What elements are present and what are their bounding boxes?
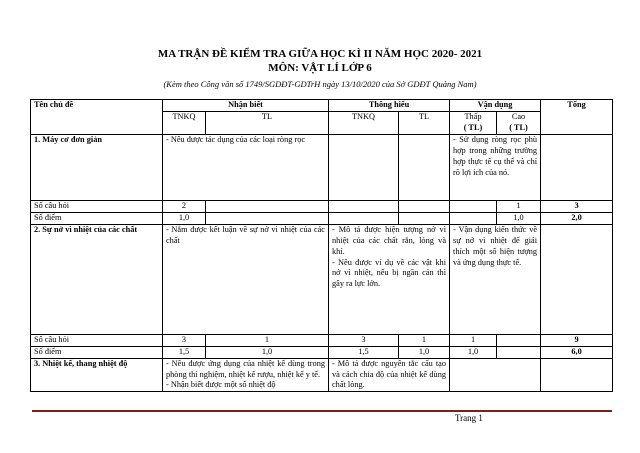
table-row: [31, 134, 613, 200]
nhanbiet-content: - Nắm được kết luận về sự nở vì nhiệt của các chất: [163, 224, 329, 334]
header-tong: Tổng: [541, 100, 613, 135]
row-label: Số câu hỏi: [31, 200, 163, 212]
sub-tl: TL: [206, 111, 329, 134]
page-number: Trang 1: [455, 413, 483, 423]
sub-tnkq: TNKQ: [329, 111, 399, 134]
table-row: Số câu hỏi 2 1 3: [31, 200, 613, 212]
thonghieu-content: - Mô tả được nguyên tắc cấu tạo và cách chia độ của nhiệt kế dùng chất lỏng.: [329, 358, 450, 392]
table-row: Số điểm 1,0 1,0 2,0: [31, 212, 613, 224]
header-topic: Tên chủ đề: [31, 100, 163, 135]
table-row: [31, 358, 613, 392]
topic-name: 1. Máy cơ đơn giản: [31, 134, 163, 200]
topic-name: 3. Nhiệt kế, thang nhiệt độ: [31, 358, 163, 392]
reference-note: (Kèm theo Công văn số 1749/SGDĐT-GDTrH ngày 13/10/2020 của Sở GDĐT Quảng Nam): [163, 79, 477, 89]
matrix-table: [30, 99, 613, 392]
topic-name: 2. Sự nở vì nhiệt của các chất: [31, 224, 163, 334]
row-label: Số điểm: [31, 346, 163, 358]
header-row: [31, 100, 613, 112]
sub-tl: TL: [399, 111, 450, 134]
page-title: MA TRẬN ĐỀ KIỂM TRA GIỮA HỌC KÌ II NĂM HỌC 2020- 2021: [157, 48, 483, 60]
table-row: Số điểm 1,5 1,0 1,5 1,0 1,0 6,0: [31, 346, 613, 358]
row-label: Số điểm: [31, 212, 163, 224]
footer-divider: [32, 410, 612, 412]
vandung-content: - Vận dụng kiến thức về sự nở vì nhiệt để giải thích một số hiện tượng và ứng dụng thực tế.: [450, 224, 541, 334]
sub-tnkq: TNKQ: [163, 111, 206, 134]
table-row: [31, 224, 613, 334]
header-nhanbiet: Nhận biết: [163, 100, 329, 112]
subject-title: MÔN: VẬT LÍ LỚP 6: [268, 62, 372, 74]
header-vandung: Vận dụng: [450, 100, 541, 112]
nhanbiet-content: - Nêu được tác dụng của các loại ròng rọc: [163, 134, 329, 200]
header-thonghieu: Thông hiểu: [329, 100, 450, 112]
thonghieu-content: - Mô tả được hiện tượng nở vì nhiệt của các chất rắn, lỏng và khí. - Nêu được ví dụ về các vật khi nở vì nhiệt, nếu bị ngăn cản thì gây ra lực lớn.: [329, 224, 450, 334]
sub-cao: Cao ( TL): [497, 111, 541, 134]
vandung-content: - Sử dụng ròng rọc phù hợp trong những trường hợp thực tế cụ thể và chỉ rõ lợi ích của nó.: [450, 134, 541, 200]
row-label: Số câu hỏi: [31, 334, 163, 346]
nhanbiet-content: - Nêu được ứng dụng của nhiệt kế dùng trong phòng thí nghiệm, nhiệt kế rượu, nhiệt kế y tế. - Nhận biết được một số nhiệt độ: [163, 358, 329, 392]
sub-thap: Thấp ( TL): [450, 111, 497, 134]
table-row: Số câu hỏi 3 1 3 1 1 9: [31, 334, 613, 346]
